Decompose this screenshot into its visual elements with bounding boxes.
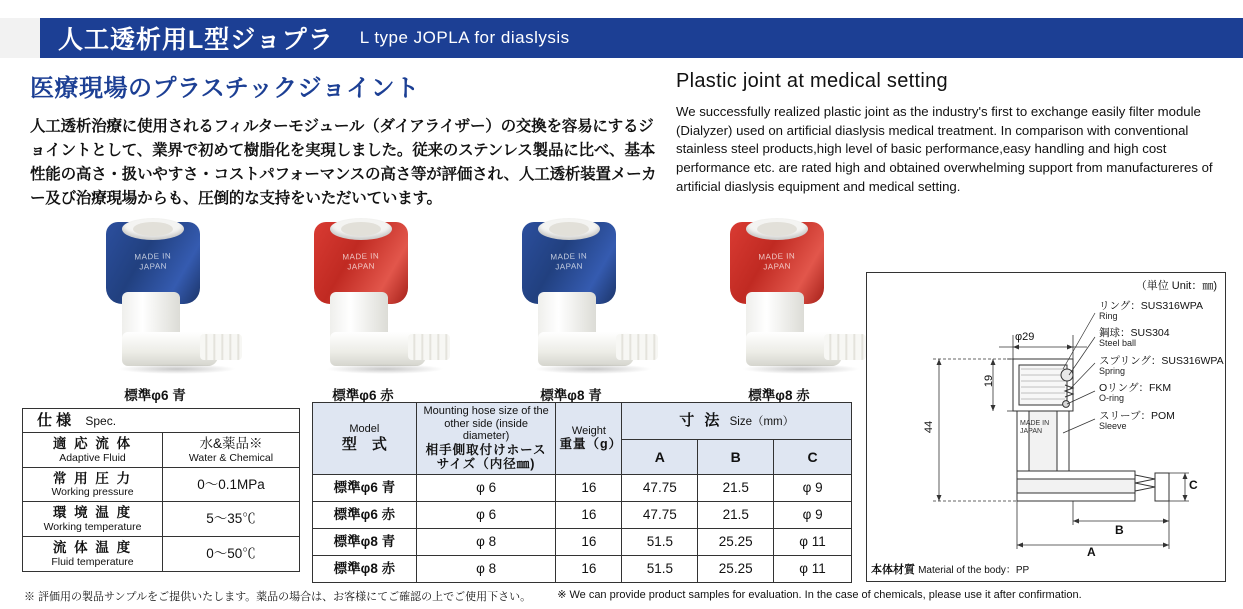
svg-text:JAPAN: JAPAN xyxy=(1020,428,1043,435)
cell-b: 25.25 xyxy=(698,555,774,582)
legend-ja: Oリング：FKM xyxy=(1099,382,1172,395)
dim-label-b: B xyxy=(1115,523,1124,537)
product-caption: 標準φ6 赤 xyxy=(332,388,394,403)
table-row xyxy=(313,555,852,582)
col-model-en: Model xyxy=(349,423,380,436)
legend-ja: スプリング：SUS316WPA xyxy=(1099,354,1224,367)
cell-c: φ 11 xyxy=(774,555,852,582)
spec-value-en: Water & Chemical xyxy=(188,451,274,464)
spec-label-ja: 適 応 流 体 xyxy=(52,436,133,452)
cell-weight: 16 xyxy=(556,474,622,501)
col-b: B xyxy=(698,439,774,474)
legend-item-steel-ball xyxy=(1099,328,1224,348)
intro-body-en: We successfully realized plastic joint as the industry's first to exchange easily filter module (Dialyzer) used on artificial diaslysis medical treatment. In comparison with conventional stainless steel products,high level of basic performance,easy handling and high cost performance etc. are rated high and obtained overwhelming support from manufactureres of artificial diaslysis equipment and medical setting. xyxy=(676,104,1213,194)
spec-value xyxy=(163,433,300,468)
cell-a: 47.75 xyxy=(622,501,698,528)
spec-value: 0〜50℃ xyxy=(163,536,300,571)
col-hose-en: Mounting hose size of the other side (inside diameter) xyxy=(423,405,549,443)
spec-table-header-row xyxy=(23,409,300,433)
spec-row xyxy=(23,502,300,537)
col-weight-en: Weight xyxy=(571,424,606,437)
footnote-ja: ※ 評価用の製品サンプルをご提供いたします。薬品の場合は、お客様にてご確認の上でご使用下さい。 xyxy=(24,591,532,603)
dim-label-phi29: φ29 xyxy=(1015,331,1035,343)
col-c: C xyxy=(774,439,852,474)
spec-label-ja: 常 用 圧 力 xyxy=(52,470,133,486)
cell-weight: 16 xyxy=(556,555,622,582)
spec-label-en: Working pressure xyxy=(51,486,134,499)
page-header-bar xyxy=(0,18,1243,58)
col-dim-en: Size（mm） xyxy=(729,416,795,429)
spec-label-en: Fluid temperature xyxy=(51,555,134,568)
cell-weight: 16 xyxy=(556,501,622,528)
joint-nozzle xyxy=(408,334,450,360)
cell-a: 51.5 xyxy=(622,528,698,555)
col-hose-ja2: サイズ（内径㎜) xyxy=(436,457,536,472)
product-photo-1 xyxy=(60,212,250,402)
cell-hose: φ 8 xyxy=(416,528,556,555)
col-dim-ja: 寸 法 xyxy=(679,412,723,430)
technical-drawing-panel xyxy=(866,272,1226,582)
cell-model: 標準φ8 青 xyxy=(313,528,417,555)
spec-label-ja: 流 体 温 度 xyxy=(52,539,133,555)
footnote-en: ※ We can provide product samples for evaluation. In the case of chemicals, please use it after confirmation. xyxy=(557,589,1082,601)
photo-shadow xyxy=(118,364,236,374)
col-dimensions xyxy=(622,403,852,440)
joint-illustration xyxy=(712,214,862,374)
spec-label-en: Working temperature xyxy=(43,520,142,533)
product-caption: 標準φ8 青 xyxy=(540,388,602,403)
dim-label-19: 19 xyxy=(983,374,996,388)
footnotes xyxy=(24,588,1224,604)
cell-c: φ 9 xyxy=(774,501,852,528)
joint-illustration xyxy=(88,214,238,374)
col-model xyxy=(313,403,417,475)
cap-stamp-text: MADE IN JAPAN xyxy=(550,251,588,272)
product-caption: 標準φ8 赤 xyxy=(748,388,810,403)
legend-item-ring xyxy=(1099,301,1224,321)
cap-stamp-text: MADE IN JAPAN xyxy=(758,251,796,272)
legend-en: O-ring xyxy=(1099,393,1125,404)
legend-item-o-ring xyxy=(1099,383,1224,403)
cell-b: 21.5 xyxy=(698,501,774,528)
product-photo-4 xyxy=(684,212,874,402)
svg-text:MADE IN: MADE IN xyxy=(1020,420,1050,427)
model-table-header-row-1 xyxy=(313,403,852,440)
page-title-ja: 人工透析用L型ジョプラ xyxy=(58,26,334,54)
cell-a: 47.75 xyxy=(622,474,698,501)
spec-table-header xyxy=(23,409,300,433)
body-material-note xyxy=(871,561,1029,577)
product-photo-2 xyxy=(268,212,458,402)
col-a: A xyxy=(622,439,698,474)
product-caption: 標準φ6 青 xyxy=(124,388,186,403)
spec-label-en: Adaptive Fluid xyxy=(59,451,126,464)
spec-row xyxy=(23,467,300,502)
table-row xyxy=(313,474,852,501)
joint-nozzle xyxy=(616,334,658,360)
spec-header-ja: 仕 様 xyxy=(37,412,72,429)
dim-label-c: C xyxy=(1189,478,1198,492)
legend-en: Ring xyxy=(1099,311,1118,322)
cell-hose: φ 6 xyxy=(416,474,556,501)
legend-en: Sleeve xyxy=(1099,420,1127,431)
intro-japanese xyxy=(30,68,660,211)
cell-weight: 16 xyxy=(556,528,622,555)
spec-value-ja: 水&薬品※ xyxy=(199,436,263,452)
col-model-ja: 型 式 xyxy=(341,436,387,454)
cell-c: φ 11 xyxy=(774,528,852,555)
product-photo-3 xyxy=(476,212,666,402)
cell-model: 標準φ6 青 xyxy=(313,474,417,501)
spec-label xyxy=(23,467,163,502)
cell-a: 51.5 xyxy=(622,555,698,582)
intro-body-ja: 人工透析治療に使用されるフィルターモジュール（ダイアライザー）の交換を容易にするジョイントとして、業界で初めて樹脂化を実現しました。従来のステンレス製品に比べ、基本性能の高さ・扱いやすさ・コストパフォーマンスの高さ等が評価され、人工透析装置メーカー及び治療現場からも、圧倒的な支持をいただいています。 xyxy=(30,118,657,208)
joint-nozzle xyxy=(200,334,242,360)
spec-table xyxy=(22,408,300,572)
unit-note: （単位 Unit：㎜) xyxy=(1135,280,1217,292)
spec-value: 0〜0.1MPa xyxy=(163,467,300,502)
dim-label-a: A xyxy=(1087,545,1096,559)
legend-item-spring xyxy=(1099,356,1224,376)
cell-c: φ 9 xyxy=(774,474,852,501)
photo-shadow xyxy=(326,364,444,374)
joint-illustration xyxy=(296,214,446,374)
joint-nozzle xyxy=(824,334,866,360)
table-row xyxy=(313,501,852,528)
photo-shadow xyxy=(534,364,652,374)
cell-b: 21.5 xyxy=(698,474,774,501)
intro-heading-ja: 医療現場のプラスチックジョイント xyxy=(30,75,420,102)
dim-label-44: 44 xyxy=(923,420,936,434)
cell-model: 標準φ8 赤 xyxy=(313,555,417,582)
intro-heading-en: Plastic joint at medical setting xyxy=(676,70,948,92)
spec-label-ja: 環 境 温 度 xyxy=(52,505,133,521)
material-ja: 本体材質 xyxy=(871,564,915,576)
spec-label xyxy=(23,502,163,537)
page-title-en: L type JOPLA for diaslysis xyxy=(359,28,570,47)
spec-label xyxy=(23,433,163,468)
spec-label xyxy=(23,536,163,571)
legend-item-sleeve xyxy=(1099,411,1224,431)
spec-header-en: Spec. xyxy=(85,414,117,428)
spec-row xyxy=(23,536,300,571)
spec-row xyxy=(23,433,300,468)
legend-en: Spring xyxy=(1099,365,1126,376)
legend-en: Steel ball xyxy=(1099,338,1137,349)
col-weight xyxy=(556,403,622,475)
cell-model: 標準φ6 赤 xyxy=(313,501,417,528)
photo-shadow xyxy=(742,364,860,374)
joint-illustration xyxy=(504,214,654,374)
material-en: Material of the body：PP xyxy=(918,565,1030,576)
col-weight-ja: 重量（g） xyxy=(559,437,623,452)
cell-hose: φ 6 xyxy=(416,501,556,528)
col-hose-ja: 相手側取付けホース xyxy=(425,442,547,457)
legend-ja: スリーブ：POM xyxy=(1099,409,1175,422)
spec-value: 5〜35℃ xyxy=(163,502,300,537)
cap-stamp-text: MADE IN JAPAN xyxy=(134,251,172,272)
drawing-legend xyxy=(1099,301,1224,438)
header-left-notch xyxy=(0,18,40,58)
legend-ja: 鋼球：SUS304 xyxy=(1099,327,1170,340)
cell-hose: φ 8 xyxy=(416,555,556,582)
intro-english xyxy=(676,70,1216,197)
cap-stamp-text: MADE IN JAPAN xyxy=(342,251,380,272)
table-row xyxy=(313,528,852,555)
col-hose-size xyxy=(416,403,556,475)
model-table xyxy=(312,402,852,583)
product-photo-row xyxy=(60,212,860,402)
cell-b: 25.25 xyxy=(698,528,774,555)
legend-ja: リング：SUS316WPA xyxy=(1099,300,1204,312)
